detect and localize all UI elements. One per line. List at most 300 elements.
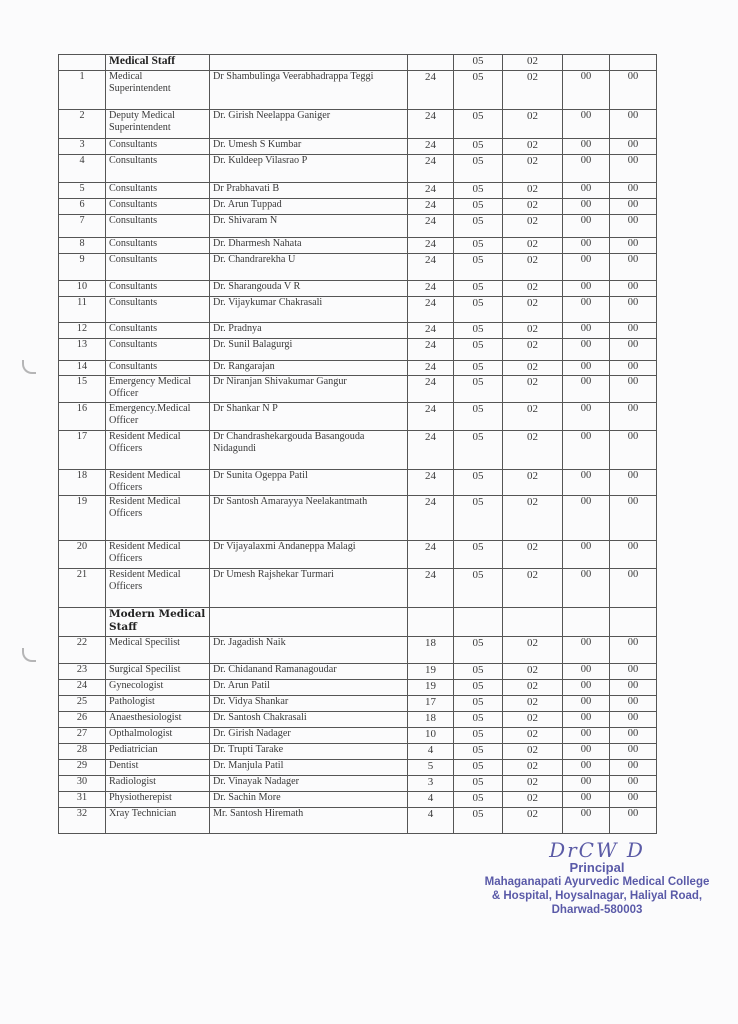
post-name: Medical Specilist bbox=[106, 637, 210, 664]
value-v5: 00 bbox=[610, 696, 657, 712]
staff-name: Dr. Kuldeep Vilasrao P bbox=[210, 155, 408, 183]
value-v1: 5 bbox=[408, 760, 454, 776]
value-v4: 00 bbox=[563, 254, 610, 281]
name-cell bbox=[210, 55, 408, 71]
value-v4: 00 bbox=[563, 155, 610, 183]
post-name: Consultants bbox=[106, 339, 210, 361]
staff-name: Dr Shambulinga Veerabhadrappa Teggi bbox=[210, 71, 408, 110]
serial-number: 29 bbox=[59, 760, 106, 776]
value-v5: 00 bbox=[610, 238, 657, 254]
post-name: Emergency.Medical Officer bbox=[106, 403, 210, 431]
value-v2: 05 bbox=[454, 155, 503, 183]
value-v1: 24 bbox=[408, 254, 454, 281]
value-v2: 05 bbox=[454, 110, 503, 139]
serial-number: 30 bbox=[59, 776, 106, 792]
table-row bbox=[59, 254, 657, 281]
value-v4: 00 bbox=[563, 760, 610, 776]
value-v2: 05 bbox=[454, 712, 503, 728]
table-row bbox=[59, 776, 657, 792]
value-v1: 24 bbox=[408, 569, 454, 608]
serial-number: 19 bbox=[59, 496, 106, 541]
value-v5: 00 bbox=[610, 155, 657, 183]
staff-name: Dr Niranjan Shivakumar Gangur bbox=[210, 376, 408, 403]
value-v4: 00 bbox=[563, 470, 610, 496]
value-v2: 05 bbox=[454, 792, 503, 808]
serial-number: 27 bbox=[59, 728, 106, 744]
value-v1: 24 bbox=[408, 403, 454, 431]
staff-name: Dr. Girish Neelappa Ganiger bbox=[210, 110, 408, 139]
table-row bbox=[59, 696, 657, 712]
post-name: Surgical Specilist bbox=[106, 664, 210, 680]
post-name: Resident Medical Officers bbox=[106, 470, 210, 496]
staff-name: Dr. Rangarajan bbox=[210, 361, 408, 376]
value-v2: 05 bbox=[454, 470, 503, 496]
value-v3: 02 bbox=[503, 254, 563, 281]
staff-name: Dr. Vinayak Nadager bbox=[210, 776, 408, 792]
staff-name: Dr Prabhavati B bbox=[210, 183, 408, 199]
serial-number: 24 bbox=[59, 680, 106, 696]
serial-number: 1 bbox=[59, 71, 106, 110]
post-name: Resident Medical Officers bbox=[106, 569, 210, 608]
staff-name: Dr. Arun Patil bbox=[210, 680, 408, 696]
post-name: Deputy Medical Superintendent bbox=[106, 110, 210, 139]
value-v2: 05 bbox=[454, 215, 503, 238]
serial-number: 18 bbox=[59, 470, 106, 496]
value-cell bbox=[563, 55, 610, 71]
value-cell bbox=[503, 608, 563, 637]
value-v1: 24 bbox=[408, 215, 454, 238]
value-v3: 02 bbox=[503, 238, 563, 254]
value-v4: 00 bbox=[563, 431, 610, 470]
value-v3: 02 bbox=[503, 323, 563, 339]
post-name: Consultants bbox=[106, 215, 210, 238]
table-row bbox=[59, 183, 657, 199]
value-v5: 00 bbox=[610, 281, 657, 297]
post-name: Pediatrician bbox=[106, 744, 210, 760]
value-v3: 02 bbox=[503, 139, 563, 155]
value-v4: 00 bbox=[563, 183, 610, 199]
value-v1: 24 bbox=[408, 541, 454, 569]
value-v1: 24 bbox=[408, 183, 454, 199]
table-row bbox=[59, 297, 657, 323]
value-v1: 24 bbox=[408, 155, 454, 183]
serial-number: 14 bbox=[59, 361, 106, 376]
staff-name: Mr. Santosh Hiremath bbox=[210, 808, 408, 834]
staff-name: Dr. Dharmesh Nahata bbox=[210, 238, 408, 254]
value-v2: 05 bbox=[454, 496, 503, 541]
serial-number: 8 bbox=[59, 238, 106, 254]
post-name: Resident Medical Officers bbox=[106, 431, 210, 470]
value-v5: 00 bbox=[610, 323, 657, 339]
post-name: Gynecologist bbox=[106, 680, 210, 696]
value-v3: 02 bbox=[503, 431, 563, 470]
value-v4: 00 bbox=[563, 776, 610, 792]
value-v3: 02 bbox=[503, 637, 563, 664]
value-v1: 19 bbox=[408, 680, 454, 696]
staff-name: Dr Shankar N P bbox=[210, 403, 408, 431]
value-v5: 00 bbox=[610, 297, 657, 323]
value-v4: 00 bbox=[563, 680, 610, 696]
value-v1: 4 bbox=[408, 744, 454, 760]
staff-table bbox=[58, 54, 657, 834]
value-v3: 02 bbox=[503, 403, 563, 431]
value-v4: 00 bbox=[563, 569, 610, 608]
value-v2: 05 bbox=[454, 760, 503, 776]
value-v1: 24 bbox=[408, 238, 454, 254]
staff-name: Dr. Vidya Shankar bbox=[210, 696, 408, 712]
value-v1: 24 bbox=[408, 323, 454, 339]
value-v4: 00 bbox=[563, 496, 610, 541]
value-v2: 05 bbox=[454, 637, 503, 664]
value-v3: 02 bbox=[503, 297, 563, 323]
staff-name: Dr. Chandrarekha U bbox=[210, 254, 408, 281]
value-v4: 00 bbox=[563, 696, 610, 712]
serial-cell bbox=[59, 608, 106, 637]
table-row bbox=[59, 339, 657, 361]
table-row bbox=[59, 541, 657, 569]
value-v4: 00 bbox=[563, 637, 610, 664]
value-v5: 00 bbox=[610, 541, 657, 569]
value-v4: 00 bbox=[563, 323, 610, 339]
table-row bbox=[59, 281, 657, 297]
value-v5: 00 bbox=[610, 637, 657, 664]
staff-name: Dr Chandrashekargouda Basangouda Nidagundi bbox=[210, 431, 408, 470]
value-v3: 02 bbox=[503, 744, 563, 760]
value-v2: 05 bbox=[454, 680, 503, 696]
table-row bbox=[59, 323, 657, 339]
value-cell bbox=[610, 55, 657, 71]
value-v2: 05 bbox=[454, 297, 503, 323]
post-name: Pathologist bbox=[106, 696, 210, 712]
value-v5: 00 bbox=[610, 254, 657, 281]
value-v4: 00 bbox=[563, 110, 610, 139]
value-cell bbox=[408, 55, 454, 71]
value-v5: 00 bbox=[610, 728, 657, 744]
value-v5: 00 bbox=[610, 215, 657, 238]
serial-number: 17 bbox=[59, 431, 106, 470]
table-row bbox=[59, 792, 657, 808]
value-v5: 00 bbox=[610, 183, 657, 199]
section-header-row bbox=[59, 608, 657, 637]
staff-name: Dr Sunita Ogeppa Patil bbox=[210, 470, 408, 496]
value-v2: 05 bbox=[454, 808, 503, 834]
post-name: Resident Medical Officers bbox=[106, 496, 210, 541]
value-v4: 00 bbox=[563, 728, 610, 744]
value-v3: 02 bbox=[503, 155, 563, 183]
value-v1: 19 bbox=[408, 664, 454, 680]
value-v3: 02 bbox=[503, 792, 563, 808]
staff-name: Dr. Sachin More bbox=[210, 792, 408, 808]
value-v5: 00 bbox=[610, 712, 657, 728]
post-name: Consultants bbox=[106, 183, 210, 199]
staff-name: Dr Vijayalaxmi Andaneppa Malagi bbox=[210, 541, 408, 569]
value-v4: 00 bbox=[563, 139, 610, 155]
value-v3: 02 bbox=[503, 339, 563, 361]
value-cell bbox=[454, 608, 503, 637]
post-name: Consultants bbox=[106, 139, 210, 155]
post-name: Consultants bbox=[106, 155, 210, 183]
stamp-line: Dharwad-580003 bbox=[551, 904, 643, 916]
table-row bbox=[59, 155, 657, 183]
staff-name: Dr. Pradnya bbox=[210, 323, 408, 339]
value-v2: 05 bbox=[454, 431, 503, 470]
serial-number: 16 bbox=[59, 403, 106, 431]
value-v4: 00 bbox=[563, 808, 610, 834]
staff-name: Dr. Sharangouda V R bbox=[210, 281, 408, 297]
post-name: Consultants bbox=[106, 323, 210, 339]
value-v5: 00 bbox=[610, 776, 657, 792]
serial-number: 4 bbox=[59, 155, 106, 183]
staff-name: Dr. Manjula Patil bbox=[210, 760, 408, 776]
post-name: Radiologist bbox=[106, 776, 210, 792]
table-row bbox=[59, 71, 657, 110]
post-name: Consultants bbox=[106, 297, 210, 323]
value-v1: 24 bbox=[408, 339, 454, 361]
table-row bbox=[59, 376, 657, 403]
value-v1: 24 bbox=[408, 110, 454, 139]
post-name: Consultants bbox=[106, 238, 210, 254]
staff-name: Dr. Umesh S Kumbar bbox=[210, 139, 408, 155]
value-v2: 05 bbox=[454, 254, 503, 281]
post-name: Xray Technician bbox=[106, 808, 210, 834]
value-v1: 4 bbox=[408, 808, 454, 834]
serial-cell bbox=[59, 55, 106, 71]
post-name: Opthalmologist bbox=[106, 728, 210, 744]
table-row bbox=[59, 637, 657, 664]
post-name: Physiotherepist bbox=[106, 792, 210, 808]
serial-number: 28 bbox=[59, 744, 106, 760]
value-v2: 05 bbox=[454, 569, 503, 608]
serial-number: 2 bbox=[59, 110, 106, 139]
table-row bbox=[59, 728, 657, 744]
serial-number: 6 bbox=[59, 199, 106, 215]
value-v3: 02 bbox=[503, 361, 563, 376]
punch-hole-mark bbox=[22, 360, 36, 374]
serial-number: 13 bbox=[59, 339, 106, 361]
value-v5: 00 bbox=[610, 470, 657, 496]
value-v1: 18 bbox=[408, 637, 454, 664]
value-cell bbox=[563, 608, 610, 637]
value-v4: 00 bbox=[563, 238, 610, 254]
value-cell: 05 bbox=[454, 55, 503, 71]
value-v5: 00 bbox=[610, 339, 657, 361]
value-v1: 24 bbox=[408, 496, 454, 541]
value-v4: 00 bbox=[563, 199, 610, 215]
value-v2: 05 bbox=[454, 238, 503, 254]
value-v2: 05 bbox=[454, 139, 503, 155]
staff-name: Dr. Girish Nadager bbox=[210, 728, 408, 744]
value-v3: 02 bbox=[503, 712, 563, 728]
table-row bbox=[59, 110, 657, 139]
table-row bbox=[59, 712, 657, 728]
section-title: Medical Staff bbox=[106, 55, 210, 71]
table-row bbox=[59, 199, 657, 215]
value-v5: 00 bbox=[610, 569, 657, 608]
table-row bbox=[59, 238, 657, 254]
value-v1: 18 bbox=[408, 712, 454, 728]
serial-number: 7 bbox=[59, 215, 106, 238]
post-name: Emergency Medical Officer bbox=[106, 376, 210, 403]
value-v3: 02 bbox=[503, 776, 563, 792]
value-v5: 00 bbox=[610, 403, 657, 431]
post-name: Consultants bbox=[106, 254, 210, 281]
value-v1: 4 bbox=[408, 792, 454, 808]
table-row bbox=[59, 215, 657, 238]
post-name: Consultants bbox=[106, 361, 210, 376]
stamp-line: Mahaganapati Ayurvedic Medical College bbox=[484, 876, 710, 888]
table-row bbox=[59, 431, 657, 470]
value-v3: 02 bbox=[503, 470, 563, 496]
value-v1: 24 bbox=[408, 361, 454, 376]
table-row bbox=[59, 496, 657, 541]
serial-number: 9 bbox=[59, 254, 106, 281]
value-v2: 05 bbox=[454, 744, 503, 760]
staff-name: Dr. Vijaykumar Chakrasali bbox=[210, 297, 408, 323]
value-v1: 24 bbox=[408, 470, 454, 496]
value-v4: 00 bbox=[563, 664, 610, 680]
table-row bbox=[59, 569, 657, 608]
post-name: Anaesthesiologist bbox=[106, 712, 210, 728]
value-v2: 05 bbox=[454, 361, 503, 376]
staff-name: Dr. Santosh Chakrasali bbox=[210, 712, 408, 728]
serial-number: 5 bbox=[59, 183, 106, 199]
value-v4: 00 bbox=[563, 712, 610, 728]
value-v3: 02 bbox=[503, 569, 563, 608]
value-v4: 00 bbox=[563, 339, 610, 361]
value-cell bbox=[408, 608, 454, 637]
value-cell: 02 bbox=[503, 55, 563, 71]
name-cell bbox=[210, 608, 408, 637]
value-v4: 00 bbox=[563, 281, 610, 297]
value-v4: 00 bbox=[563, 403, 610, 431]
value-v3: 02 bbox=[503, 541, 563, 569]
value-v5: 00 bbox=[610, 376, 657, 403]
value-v2: 05 bbox=[454, 323, 503, 339]
table-row bbox=[59, 139, 657, 155]
value-v1: 17 bbox=[408, 696, 454, 712]
value-v1: 24 bbox=[408, 281, 454, 297]
table-row bbox=[59, 403, 657, 431]
value-v1: 24 bbox=[408, 431, 454, 470]
punch-hole-mark bbox=[22, 648, 36, 662]
value-v4: 00 bbox=[563, 215, 610, 238]
value-v5: 00 bbox=[610, 680, 657, 696]
serial-number: 23 bbox=[59, 664, 106, 680]
value-v2: 05 bbox=[454, 664, 503, 680]
value-cell bbox=[610, 608, 657, 637]
staff-name: Dr. Chidanand Ramanagoudar bbox=[210, 664, 408, 680]
serial-number: 20 bbox=[59, 541, 106, 569]
value-v5: 00 bbox=[610, 361, 657, 376]
staff-name: Dr. Shivaram N bbox=[210, 215, 408, 238]
staff-name: Dr. Sunil Balagurgi bbox=[210, 339, 408, 361]
serial-number: 31 bbox=[59, 792, 106, 808]
signature: DrCW D bbox=[549, 838, 645, 862]
value-v5: 00 bbox=[610, 664, 657, 680]
value-v3: 02 bbox=[503, 680, 563, 696]
value-v1: 24 bbox=[408, 139, 454, 155]
serial-number: 25 bbox=[59, 696, 106, 712]
staff-name: Dr Umesh Rajshekar Turmari bbox=[210, 569, 408, 608]
serial-number: 21 bbox=[59, 569, 106, 608]
table-row bbox=[59, 744, 657, 760]
value-v2: 05 bbox=[454, 71, 503, 110]
value-v2: 05 bbox=[454, 776, 503, 792]
value-v3: 02 bbox=[503, 110, 563, 139]
value-v3: 02 bbox=[503, 496, 563, 541]
value-v2: 05 bbox=[454, 403, 503, 431]
value-v2: 05 bbox=[454, 339, 503, 361]
value-v3: 02 bbox=[503, 728, 563, 744]
table-row bbox=[59, 808, 657, 834]
value-v5: 00 bbox=[610, 71, 657, 110]
value-v2: 05 bbox=[454, 728, 503, 744]
value-v5: 00 bbox=[610, 792, 657, 808]
serial-number: 15 bbox=[59, 376, 106, 403]
value-v3: 02 bbox=[503, 664, 563, 680]
value-v4: 00 bbox=[563, 376, 610, 403]
value-v1: 24 bbox=[408, 376, 454, 403]
staff-name: Dr Santosh Amarayya Neelakantmath bbox=[210, 496, 408, 541]
value-v3: 02 bbox=[503, 696, 563, 712]
serial-number: 12 bbox=[59, 323, 106, 339]
value-v1: 10 bbox=[408, 728, 454, 744]
serial-number: 26 bbox=[59, 712, 106, 728]
serial-number: 32 bbox=[59, 808, 106, 834]
value-v4: 00 bbox=[563, 744, 610, 760]
value-v4: 00 bbox=[563, 297, 610, 323]
principal-stamp bbox=[462, 840, 732, 917]
table-row bbox=[59, 664, 657, 680]
value-v5: 00 bbox=[610, 199, 657, 215]
post-name: Dentist bbox=[106, 760, 210, 776]
value-v3: 02 bbox=[503, 760, 563, 776]
section-title: Modern Medical Staff bbox=[106, 608, 210, 637]
value-v5: 00 bbox=[610, 139, 657, 155]
value-v5: 00 bbox=[610, 496, 657, 541]
section-header-row bbox=[59, 55, 657, 71]
post-name: Consultants bbox=[106, 281, 210, 297]
value-v2: 05 bbox=[454, 281, 503, 297]
value-v4: 00 bbox=[563, 71, 610, 110]
staff-name: Dr. Jagadish Naik bbox=[210, 637, 408, 664]
value-v5: 00 bbox=[610, 431, 657, 470]
value-v4: 00 bbox=[563, 792, 610, 808]
value-v1: 24 bbox=[408, 297, 454, 323]
value-v3: 02 bbox=[503, 376, 563, 403]
serial-number: 10 bbox=[59, 281, 106, 297]
value-v5: 00 bbox=[610, 808, 657, 834]
post-name: Consultants bbox=[106, 199, 210, 215]
staff-name: Dr. Arun Tuppad bbox=[210, 199, 408, 215]
post-name: Resident Medical Officers bbox=[106, 541, 210, 569]
value-v1: 24 bbox=[408, 71, 454, 110]
value-v5: 00 bbox=[610, 110, 657, 139]
value-v3: 02 bbox=[503, 183, 563, 199]
serial-number: 22 bbox=[59, 637, 106, 664]
value-v4: 00 bbox=[563, 541, 610, 569]
value-v2: 05 bbox=[454, 376, 503, 403]
value-v3: 02 bbox=[503, 215, 563, 238]
value-v5: 00 bbox=[610, 744, 657, 760]
value-v1: 3 bbox=[408, 776, 454, 792]
value-v3: 02 bbox=[503, 199, 563, 215]
staff-name: Dr. Trupti Tarake bbox=[210, 744, 408, 760]
value-v2: 05 bbox=[454, 696, 503, 712]
value-v4: 00 bbox=[563, 361, 610, 376]
value-v3: 02 bbox=[503, 71, 563, 110]
table-row bbox=[59, 680, 657, 696]
